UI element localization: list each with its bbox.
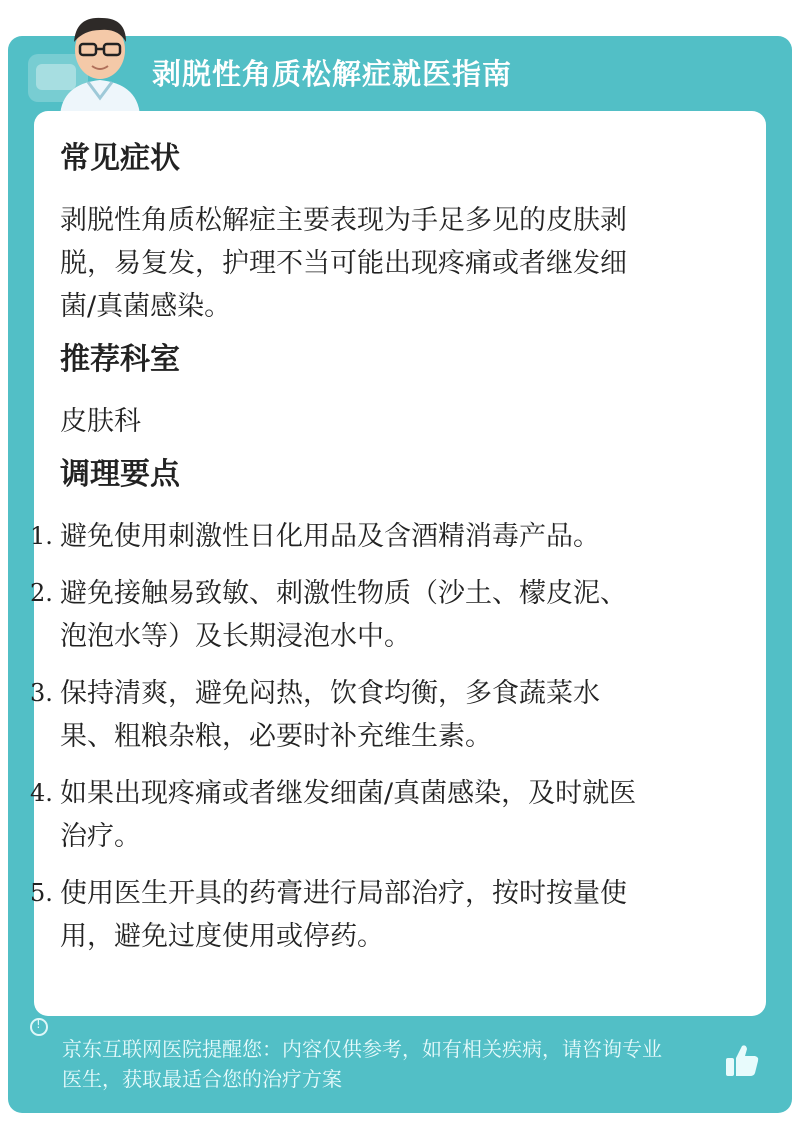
page-title: 剥脱性角质松解症就医指南: [152, 57, 513, 91]
thumbs-up-icon[interactable]: [722, 1040, 762, 1080]
list-item: 2. 避免接触易致敏、刺激性物质（沙土、檬皮泥、 泡泡水等）及长期浸泡水中。: [30, 578, 627, 652]
disclaimer-text: 京东互联网医院提醒您：内容仅供参考，如有相关疾病，请咨询专业 医生，获取最适合您的治疗方案: [62, 1037, 662, 1091]
section-title-department: 推荐科室: [60, 342, 180, 377]
list-item: 3. 保持清爽，避免闷热，饮食均衡，多食蔬菜水 果、粗粮杂粮，必要时补充维生素。: [30, 678, 600, 752]
section-title-symptoms: 常见症状: [60, 141, 180, 176]
list-item: 5. 使用医生开具的药膏进行局部治疗，按时按量使 用，避免过度使用或停药。: [30, 878, 627, 952]
content-card: [30, 111, 766, 1016]
symptoms-text: 剥脱性角质松解症主要表现为手足多见的皮肤剥 脱，易复发，护理不当可能出现疼痛或者继发细 菌/真菌感染。: [60, 205, 627, 322]
department-text: 皮肤科: [60, 406, 141, 437]
doctor-avatar: [40, 6, 160, 116]
list-item: 4. 如果出现疼痛或者继发细菌/真菌感染，及时就医 治疗。: [30, 778, 637, 852]
care-tips-list: [30, 515, 740, 958]
list-item: 1. 避免使用刺激性日化用品及含酒精消毒产品。: [30, 521, 600, 552]
section-title-care: 调理要点: [60, 457, 180, 492]
info-icon: [30, 1018, 48, 1036]
